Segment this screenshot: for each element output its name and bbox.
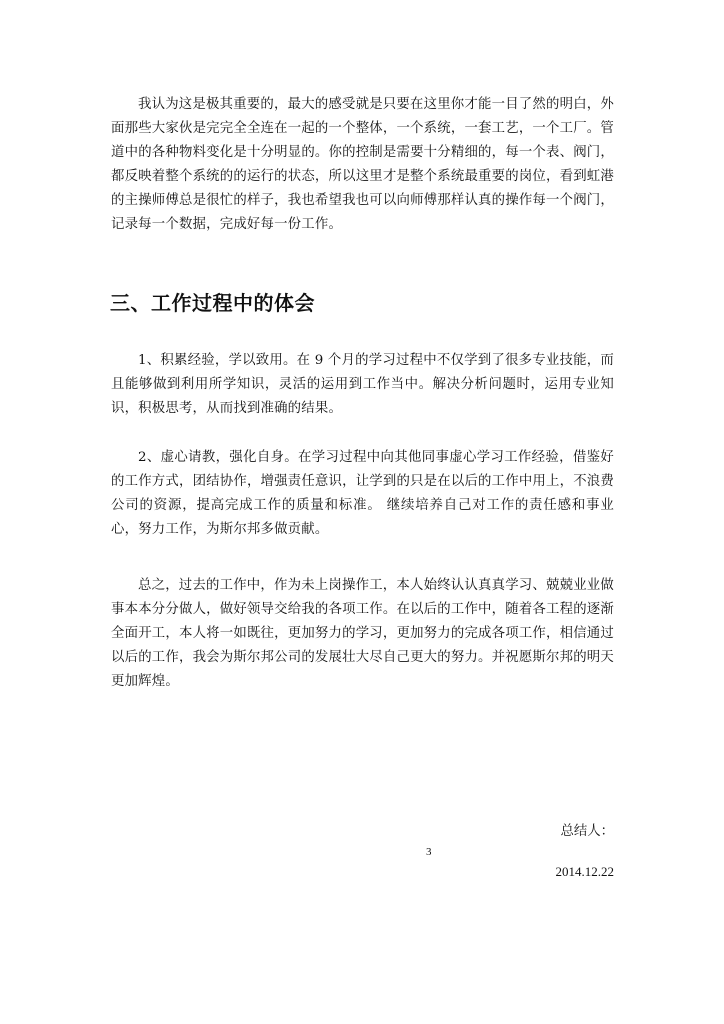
paragraph-humility: 2、虚心请教，强化自身。在学习过程中向其他同事虚心学习工作经验，借鉴好的工作方式，团结协作，增强责任意识，让学到的只是在以后的工作中用上，不浪费公司的资源，提高完成工作的质量和标准。 继续培养自己对工作的责任感和事业心，努力工作，为斯尔邦多做贡献。 bbox=[111, 450, 614, 537]
signature-label: 总结人： bbox=[560, 824, 614, 839]
section-heading: 三、工作过程中的体会 bbox=[110, 291, 315, 315]
page-number: 3 bbox=[426, 846, 432, 858]
paragraph-reflection: 我认为这是极其重要的，最大的感受就是只要在这里你才能一目了然的明白，外面那些大家伙是完完全全连在一起的一个整体，一个系统，一套工艺，一个工厂。管道中的各种物料变化是十分明显的。你的控制是需要十分精细的，每一个表、阀门，都反映着整个系统的的运行的状态，所以这里才是整个系统最重要的岗位，看到虹港的主操师傅总是很忙的样子，我也希望我也可以向师傅那样认真的操作每一个阀门，记录每一个数据，完成好每一份工作。 bbox=[111, 97, 614, 232]
paragraph-conclusion: 总之，过去的工作中，作为未上岗操作工，本人始终认认真真学习、兢兢业业做事本本分分做人，做好领导交给我的各项工作。在以后的工作中，随着各工程的逐渐全面开工，本人将一如既往，更加努力的学习，更加努力的完成各项工作，相信通过以后的工作，我会为斯尔邦公司的发展壮大尽自己更大的努力。并祝愿斯尔邦的明天更加辉煌。 bbox=[111, 578, 614, 689]
paragraph-experience: 1、积累经验，学以致用。在 9 个月的学习过程中不仅学到了很多专业技能，而且能够做到利用所学知识，灵活的运用到工作当中。解决分析问题时，运用专业知识，积极思考，从而找到准确的结果。 bbox=[111, 353, 614, 416]
document-date: 2014.12.22 bbox=[555, 864, 614, 879]
